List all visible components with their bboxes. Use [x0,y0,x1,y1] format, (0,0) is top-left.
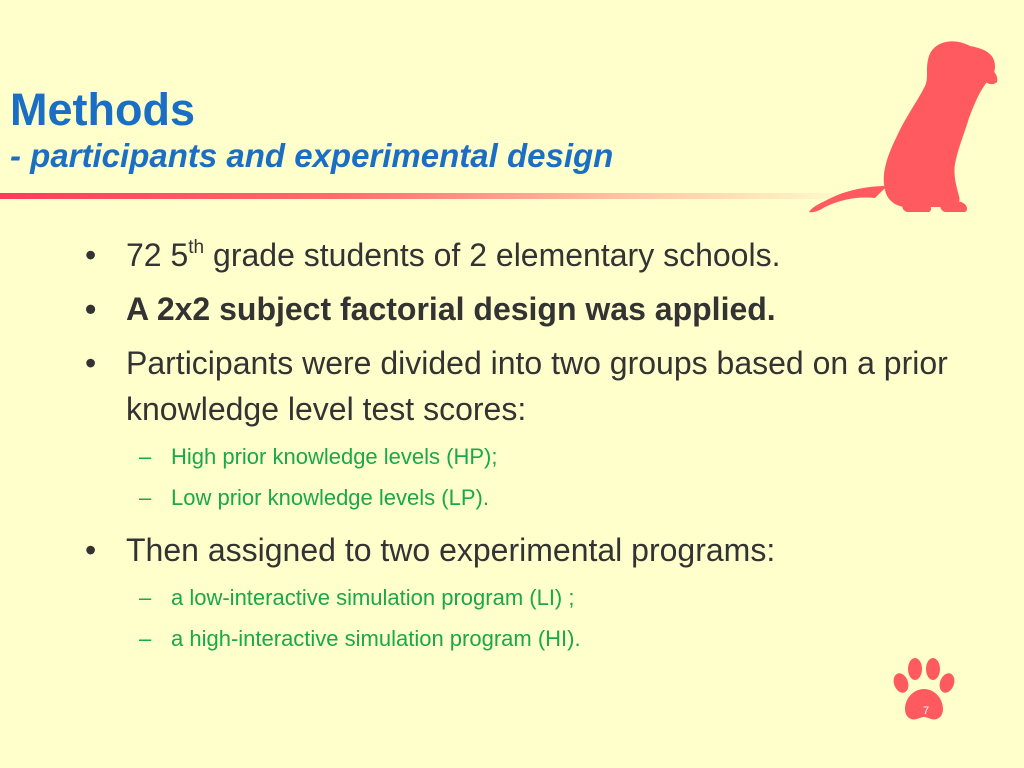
sub-marker: – [139,444,152,469]
sub-item-li [85,581,965,615]
bullet-students-text-end: grade students of 2 elementary schools. [204,237,781,273]
sub-item-hi [85,622,965,656]
page-subtitle: - participants and experimental design [10,137,614,174]
title-divider [0,193,860,199]
sub-item-li-text: a low-interactive simulation program (LI) ; [171,585,575,610]
bullet-marker: • [85,237,97,273]
bullet-groups-text: Participants were divided into two groups based on a prior knowledge level test scores: [126,345,948,427]
sub-item-lp [85,481,965,515]
dog-silhouette-icon [805,36,1000,216]
programs-sublist [85,581,965,656]
bullet-groups [85,340,965,432]
sub-item-hp-text: High prior knowledge levels (HP); [171,444,498,469]
bullet-marker: • [85,345,97,381]
sub-marker: – [139,485,152,510]
ordinal-suffix: th [188,237,205,258]
sub-item-hi-text: a high-interactive simulation program (HI). [171,626,581,651]
groups-sublist [85,440,965,515]
bullet-students-text: 72 5 [126,237,189,273]
bullet-marker: • [85,291,97,327]
page-title: Methods [10,84,195,135]
sub-marker: – [139,626,152,651]
sub-marker: – [139,585,152,610]
bullet-students [85,232,965,278]
title-block [10,84,613,176]
bullet-design-text: A 2x2 subject factorial design was applied. [126,291,776,327]
bullet-programs-text: Then assigned to two experimental programs: [126,532,776,568]
bullet-programs [85,527,965,573]
sub-item-hp [85,440,965,474]
content-area [85,232,965,668]
bullet-design [85,286,965,332]
bullet-marker: • [85,532,97,568]
page-number: 7 [922,705,930,717]
sub-item-lp-text: Low prior knowledge levels (LP). [171,485,489,510]
